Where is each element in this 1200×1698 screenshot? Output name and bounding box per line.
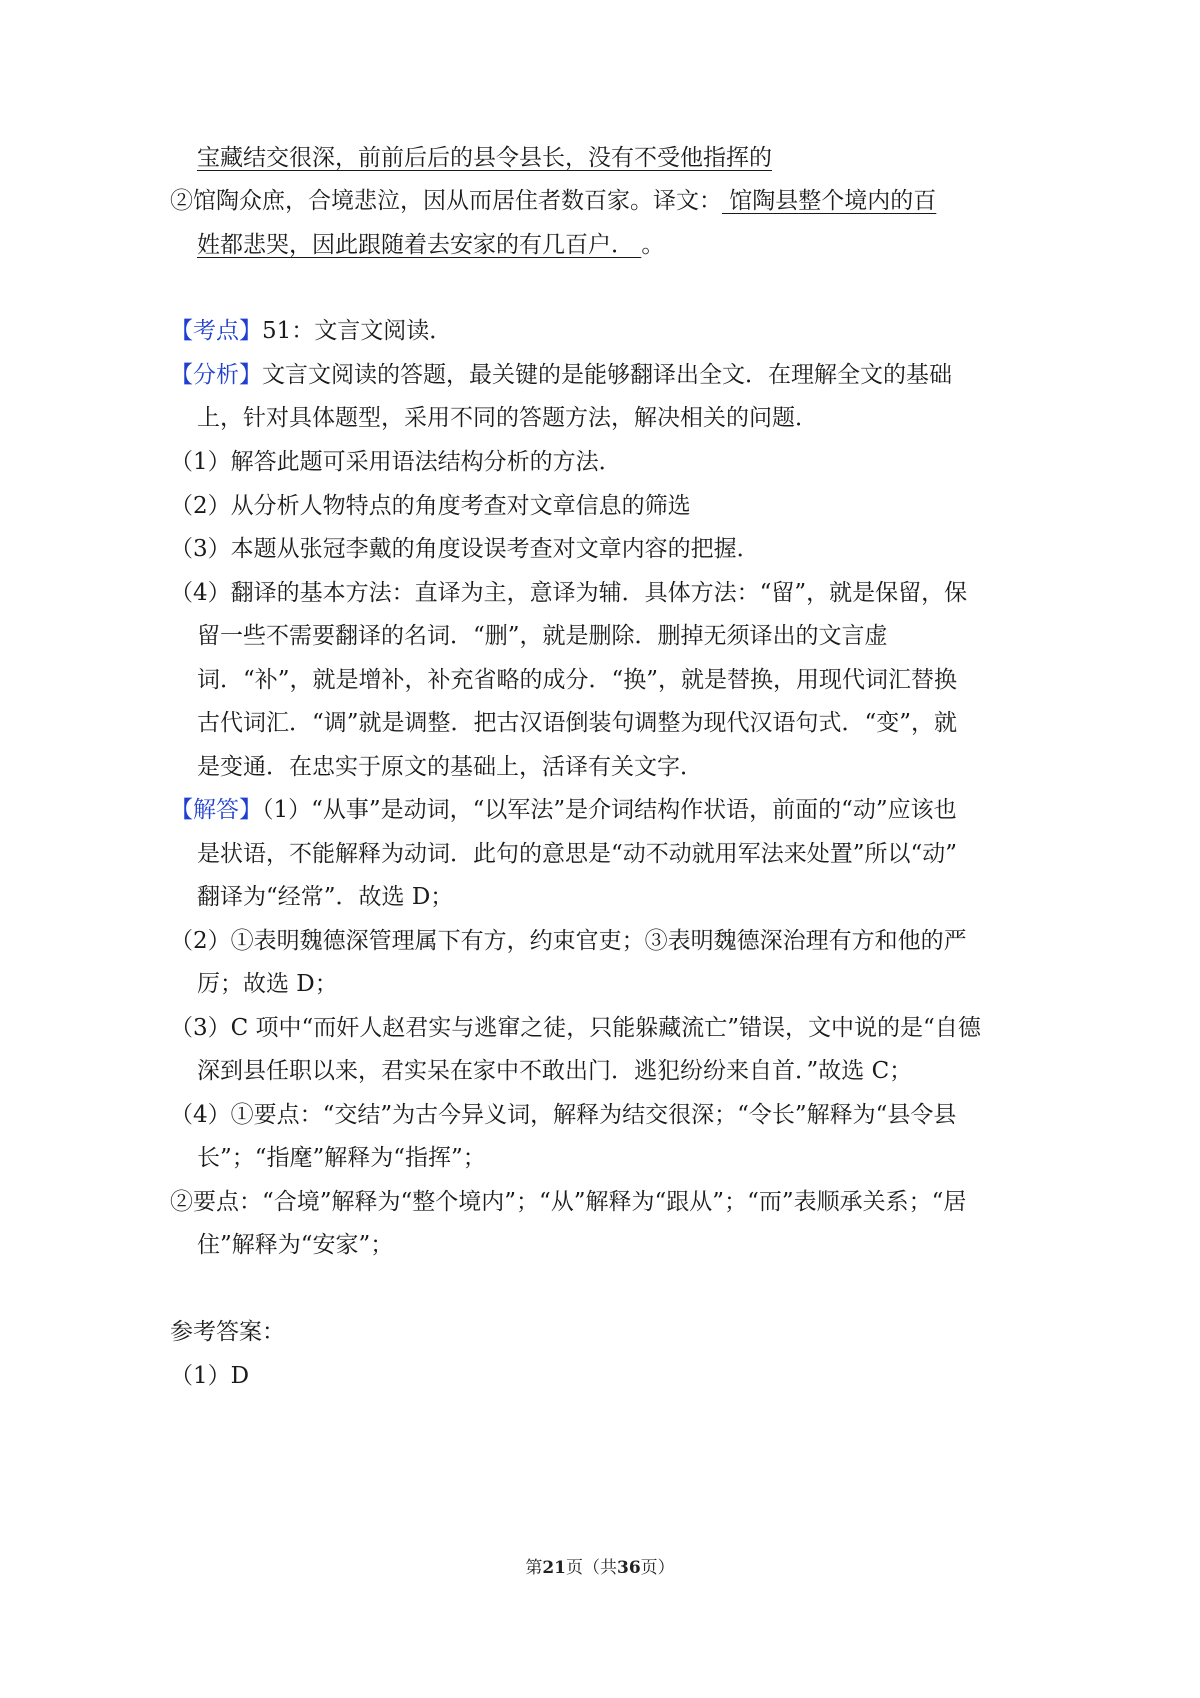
translation-q2-end: 。 bbox=[641, 232, 665, 258]
footer-middle: 页（共 bbox=[566, 1558, 617, 1578]
translation-q2-line2 bbox=[197, 229, 664, 261]
translation-q2-line1 bbox=[170, 185, 936, 217]
kaodian-text: 51：文言文阅读． bbox=[262, 318, 453, 344]
footer-suffix: 页） bbox=[640, 1558, 675, 1578]
fenxi-tag: 【分析】 bbox=[170, 362, 262, 388]
fenxi-item: （4）翻译的基本方法：直译为主，意译为辅．具体方法：“留”，就是保留，保 bbox=[170, 580, 968, 606]
translation-q2-answer-part2: 姓都悲哭，因此跟随着去安家的有几百户． bbox=[197, 232, 642, 258]
fenxi-item: （3）本题从张冠李戴的角度设误考查对文章内容的把握． bbox=[170, 536, 760, 562]
jieda-line: （3）C 项中“而奸人赵君实与逃窜之徒，只能躲藏流亡”错误，文中说的是“自德 bbox=[170, 1015, 981, 1041]
fenxi-item: （1）解答此题可采用语法结构分析的方法． bbox=[170, 449, 622, 475]
jieda-line: （2）①表明魏德深管理属下有方，约束官吏；③表明魏德深治理有方和他的严 bbox=[170, 928, 967, 954]
jieda-text-1: （1）“从事”是动词，“以军法”是介词结构作状语，前面的“动”应该也 bbox=[262, 797, 957, 823]
fenxi-item: （2）从分析人物特点的角度考查对文章信息的筛选 bbox=[170, 493, 691, 519]
jieda-line: 翻译为“经常”．故选 D； bbox=[197, 884, 454, 910]
footer-page-number: 21 bbox=[542, 1558, 566, 1578]
fenxi-line1 bbox=[170, 359, 952, 391]
kaodian-line bbox=[170, 315, 452, 347]
reference-item: （1）D bbox=[170, 1363, 250, 1389]
fenxi-text-1: 文言文阅读的答题，最关键的是能够翻译出全文．在理解全文的基础 bbox=[262, 362, 952, 388]
jieda-line: 深到县任职以来，君实呆在家中不敢出门．逃犯纷纷来自首．”故选 C； bbox=[197, 1058, 913, 1084]
translation-q2-sentence: ②馆陶众庶，合境悲泣，因从而居住者数百家。译文： bbox=[170, 188, 722, 214]
reference-title: 参考答案： bbox=[170, 1319, 285, 1345]
footer-total-pages: 36 bbox=[617, 1558, 641, 1578]
fenxi-item: 是变通．在忠实于原文的基础上，活译有关文字． bbox=[197, 754, 703, 780]
footer-prefix: 第 bbox=[525, 1558, 543, 1578]
fenxi-line2: 上，针对具体题型，采用不同的答题方法，解决相关的问题． bbox=[197, 405, 818, 431]
jieda-line: 长”；“指麾”解释为“指挥”； bbox=[197, 1145, 486, 1171]
page-footer bbox=[0, 1556, 1200, 1580]
fenxi-item: 古代词汇．“调”就是调整．把古汉语倒装句调整为现代汉语句式．“变”，就 bbox=[197, 710, 958, 736]
jieda-line: 厉；故选 D； bbox=[197, 971, 338, 997]
fenxi-item: 留一些不需要翻译的名词．“删”，就是删除．删掉无须译出的文言虚 bbox=[197, 623, 888, 649]
jieda-line: 是状语，不能解释为动词．此句的意思是“动不动就用军法来处置”所以“动” bbox=[197, 841, 958, 867]
translation-q2-answer-part1: 馆陶县整个境内的百 bbox=[722, 188, 937, 214]
jieda-line: （4）①要点：“交结”为古今异义词，解释为结交很深；“令长”解释为“县令县 bbox=[170, 1102, 957, 1128]
kaodian-tag: 【考点】 bbox=[170, 318, 262, 344]
jieda-line: 住”解释为“安家”； bbox=[197, 1232, 394, 1258]
fenxi-item: 词．“补”，就是增补，补充省略的成分．“换”，就是替换，用现代词汇替换 bbox=[197, 667, 958, 693]
jieda-line: ②要点：“合境”解释为“整个境内”；“从”解释为“跟从”；“而”表顺承关系；“居 bbox=[170, 1189, 967, 1215]
translation-q1-continued: 宝藏结交很深，前前后后的县令县长，没有不受他指挥的 bbox=[197, 145, 772, 171]
jieda-line1 bbox=[170, 794, 957, 826]
jieda-tag: 【解答】 bbox=[170, 797, 262, 823]
